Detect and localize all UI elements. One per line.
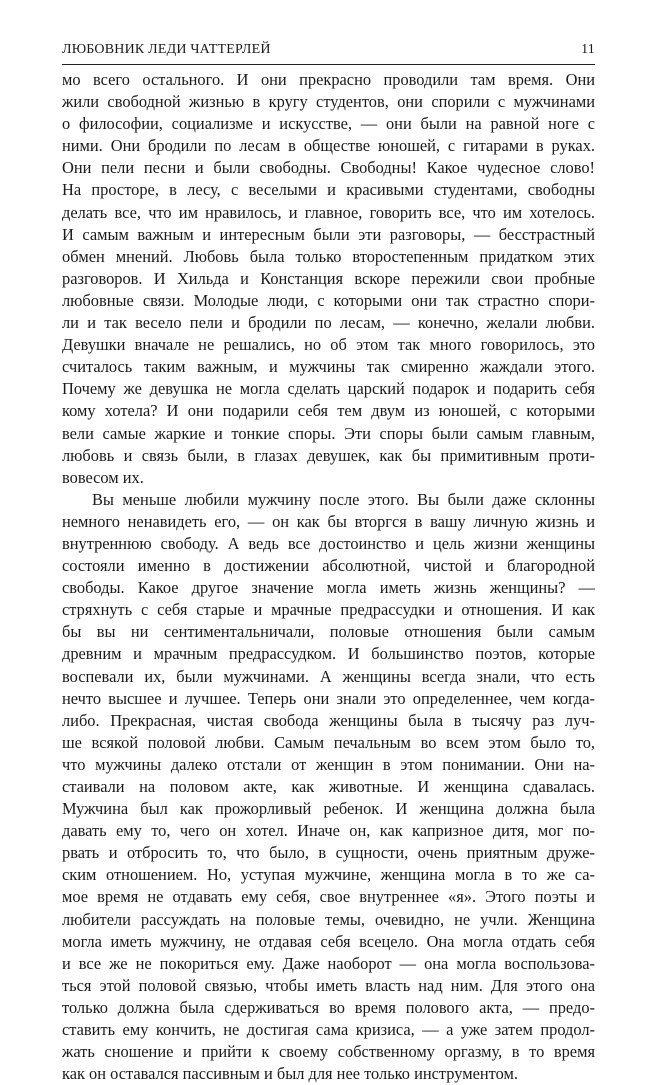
text-line: любители рассуждать на половые темы, очевидно, не учли. Женщина bbox=[62, 909, 595, 929]
running-title: ЛЮБОВНИК ЛЕДИ ЧАТТЕРЛЕЙ bbox=[62, 42, 271, 57]
body-text bbox=[62, 69, 595, 1085]
text-line: могла иметь мужчину, не отдавая себя всецело. Она могла отдать себя bbox=[62, 931, 595, 951]
text-line: давать ему то, чего он хотел. Иначе он, как капризное дитя, мог по- bbox=[62, 821, 595, 841]
text-line: и все же не покориться ему. Даже наоборот — она могла воспользова- bbox=[62, 953, 595, 973]
text-line: любовь и связь были, в глазах девушек, как бы примитивным проти- bbox=[62, 445, 595, 465]
text-line: жили свободной жизнью в кругу студентов, они спорили с мужчинами bbox=[62, 92, 595, 112]
text-line: мо всего остального. И они прекрасно проводили там время. Они bbox=[62, 70, 595, 89]
text-line: кому хотела? И они подарили себя тем двум из юношей, с которыми bbox=[62, 401, 595, 421]
text-line: На просторе, в лесу, с веселыми и красивыми студентами, свободны bbox=[62, 180, 595, 200]
text-line: обмен мнений. Любовь была только второстепенным придатком этих bbox=[62, 246, 595, 266]
text-line: Мужчина был как прожорливый ребенок. И женщина должна была bbox=[62, 799, 595, 819]
paragraph bbox=[62, 489, 595, 1085]
text-line: древним и мрачным предрассудком. И большинство поэтов, которые bbox=[62, 644, 595, 664]
text-line: И самым важным и интересным были эти разговоры, — бесстрастный bbox=[62, 224, 595, 244]
text-line: делать все, что им нравилось, и главное, говорить все, что им хотелось. bbox=[62, 202, 595, 222]
text-line: разговоров. И Хильда и Констанция вскоре пережили свои пробные bbox=[62, 268, 595, 288]
paragraph bbox=[62, 69, 595, 489]
text-line: стаивали на половом акте, как животные. И женщина сдавалась. bbox=[62, 777, 595, 796]
text-line: ними. Они бродили по лесам в обществе юношей, с гитарами в руках. bbox=[62, 136, 595, 156]
text-line: внутреннюю свободу. А ведь все достоинство и цель жизни женщины bbox=[62, 533, 595, 553]
text-line: жать сношение и прийти к своему собственному оргазму, в то время bbox=[62, 1042, 595, 1062]
text-line: только должна была сдерживаться во время полового акта, — предо- bbox=[62, 997, 595, 1017]
text-line: Почему же девушка не могла сделать царский подарок и подарить себя bbox=[62, 379, 595, 399]
text-line: о философии, социализме и искусстве, — они были на равной ноге с bbox=[62, 114, 595, 134]
text-line: ским отношением. Но, уступая мужчине, женщина могла в то же са- bbox=[62, 865, 595, 885]
text-line: любовные связи. Молодые люди, с которыми они так страстно спори- bbox=[62, 290, 595, 310]
text-line: рвать и отбросить то, что было, в сущности, очень приятным друже- bbox=[62, 843, 595, 863]
text-line: бы вы ни сентиментальничали, половые отношения были самым bbox=[62, 622, 595, 642]
text-line: мое время не отдавать ему себя, свое внутреннее «я». Этого поэты и bbox=[62, 887, 595, 907]
text-line: Они пели песни и были свободны. Свободны! Какое чудесное слово! bbox=[62, 158, 595, 178]
text-line: стряхнуть с себя старые и мрачные предрассудки и отношения. И как bbox=[62, 600, 595, 620]
text-line: ться этой половой связью, чтобы иметь власть над ним. Для этого она bbox=[62, 975, 595, 995]
text-line: немного ненавидеть его, — он как бы вторгся в вашу личную жизнь и bbox=[62, 511, 595, 531]
text-line: ли и так весело пели и бродили по лесам, — конечно, желали любви. bbox=[62, 313, 595, 333]
text-line: нечто высшее и лучшее. Теперь они знали это определеннее, чем когда- bbox=[62, 688, 595, 708]
page-number: 11 bbox=[581, 42, 595, 57]
text-line: ше всякой половой любви. Самым печальным во всем этом было то, bbox=[62, 732, 595, 752]
text-line: Вы меньше любили мужчину после этого. Вы были даже склонны bbox=[92, 489, 595, 509]
text-line: свободы. Какое другое значение могла иметь жизнь женщины? — bbox=[62, 578, 595, 598]
text-line: что мужчины далеко отстали от женщин в этом понимании. Они на- bbox=[62, 754, 595, 774]
text-line: Девушки вначале не решались, но об этом так много говорилось, это bbox=[62, 335, 595, 355]
text-line: воспевали их, были мужчинами. А женщины всегда знали, что есть bbox=[62, 666, 595, 686]
header-rule bbox=[62, 64, 595, 65]
text-line: как он оставался пассивным и был для нее только инструментом. bbox=[62, 1064, 518, 1084]
text-line: вели самые жаркие и тонкие споры. Эти споры были самым главным, bbox=[62, 423, 595, 443]
text-line: либо. Прекрасная, чистая свобода женщины была в тысячу раз луч- bbox=[62, 710, 595, 730]
text-line: состояли именно в достижении абсолютной, чистой и благородной bbox=[62, 556, 595, 576]
text-line: ставить ему кончить, не достигая сама кризиса, — а уже затем продол- bbox=[62, 1020, 595, 1040]
running-header bbox=[62, 42, 595, 62]
text-line: вовесом их. bbox=[62, 467, 144, 487]
text-line: считалось таким важным, и мужчины так смиренно жаждали этого. bbox=[62, 357, 595, 377]
